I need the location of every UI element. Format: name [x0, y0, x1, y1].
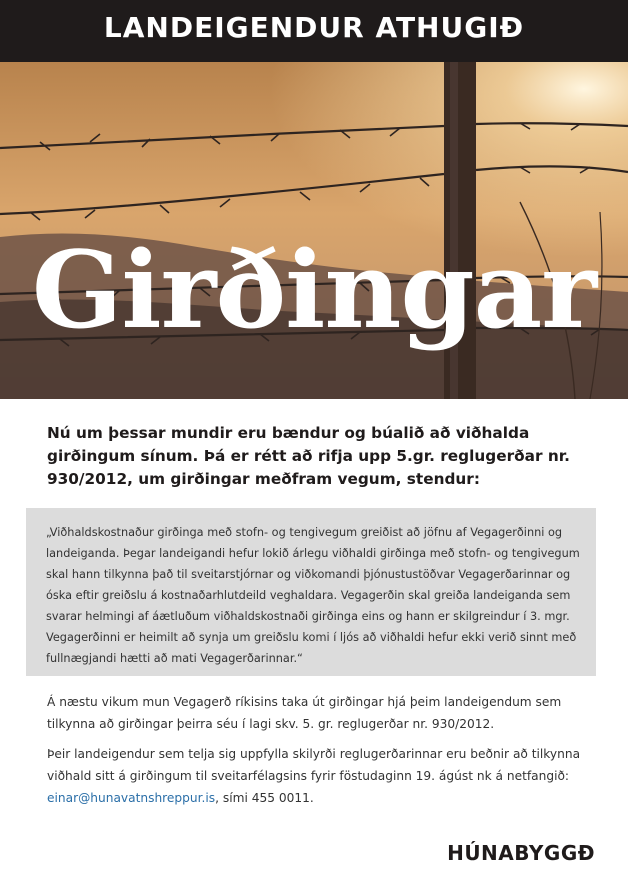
hunabyggd-logo: HÚNABYGGÐ: [447, 841, 595, 865]
hero-title: Girðingar: [31, 227, 597, 352]
header-bar: [0, 0, 628, 62]
hero-image: [0, 62, 628, 399]
notify-text: Þeir landeigendur sem telja sig uppfylla skilyrði reglugerðarinnar eru beðnir að tilkynna viðhald sitt á girðingum til sveitarfélagsins fyrir föstudaginn 19. ágúst nk á netfangið:: [47, 747, 581, 783]
email-link[interactable]: einar@hunavatnshreppur.is: [47, 791, 216, 805]
regulation-quote: [26, 508, 596, 676]
paragraph-notify: [47, 743, 592, 809]
intro-text: Nú um þessar mundir eru bændur og búalið að viðhalda girðingum sínum. Þá er rétt að rifja upp 5.gr. reglugerðar nr. 930/2012, um girðingar meðfram vegum, stendur:: [47, 424, 570, 488]
paragraph-inspection: Á næstu vikum mun Vegagerð ríkisins taka út girðingar hjá þeim landeigendum sem tilkynna að girðingar þeirra séu í lagi skv. 5. gr. reglugerðar nr. 930/2012.: [47, 695, 562, 731]
quote-text: „Viðhaldskostnaður girðinga með stofn- og tengivegum greiðist að jöfnu af Vegagerðinni og landeiganda. Þegar landeigandi hefur lokið árlegu viðhaldi girðinga með stofn- og tengivegum skal hann tilkynna það til sveitarstjórnar og viðkomandi þjónustustöðvar Vegagerðarinnar og óska eftir greiðslu á kostnaðarhlutdeild veghaldara. Vegagerðin skal greiða landeiganda sem svarar helmingi af áætluðum viðhaldskostnaði girðinga eins og hann er skilgreindur í 3. mgr. Vegagerðinni er heimilt að synja um greiðslu komi í ljós að viðhaldi hefur ekki verið sinnt með fullnægjandi hætti að mati Vegagerðarinnar.“: [46, 526, 580, 665]
phone-text: , sími 455 0011.: [215, 791, 314, 805]
page-heading: LANDEIGENDUR ATHUGIÐ: [103, 11, 525, 44]
